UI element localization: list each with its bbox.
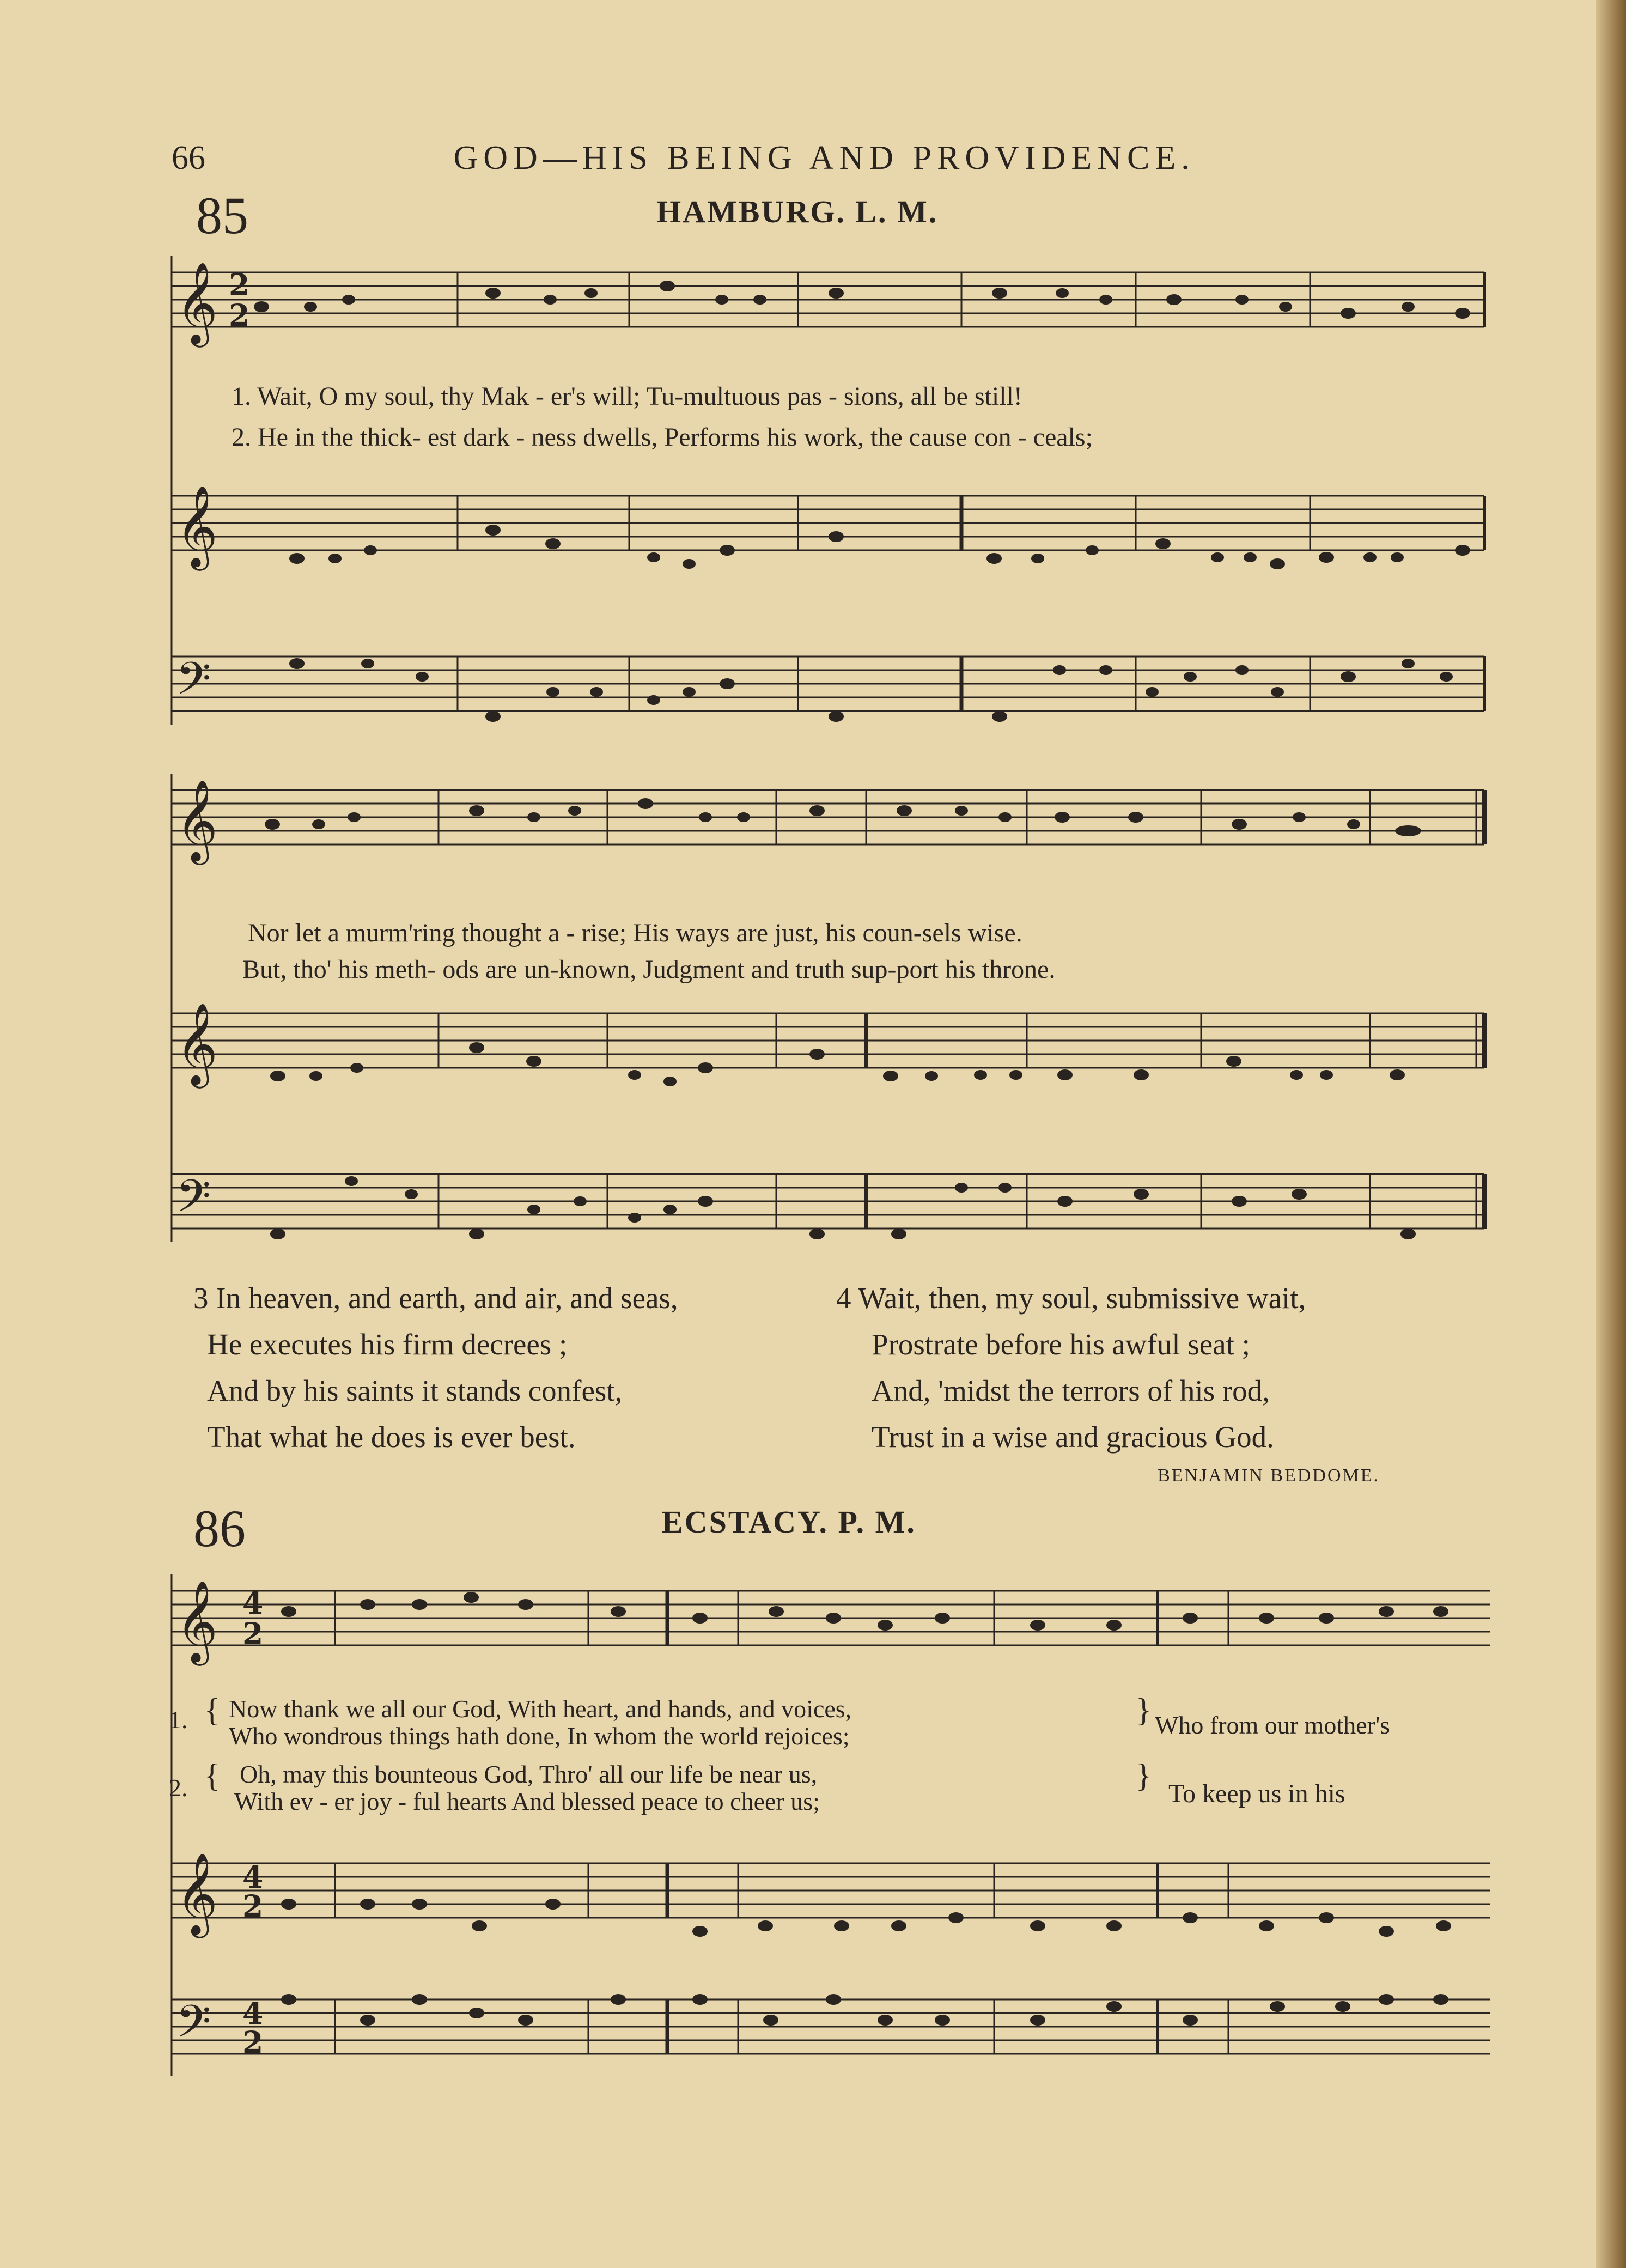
lyric-line-v1a: Now thank we all our God, With heart, and hands, and voices,	[229, 1695, 852, 1723]
lyric-line-v2b: With ev - er joy - ful hearts And blessed peace to cheer us;	[234, 1787, 820, 1815]
time-signature: 2	[242, 1616, 264, 1651]
barlines	[335, 1591, 1228, 2054]
treble-staff-1	[172, 790, 1484, 844]
lyric-continuation-1: Who from our mother's	[1155, 1711, 1390, 1739]
notes-treble-2	[289, 525, 1470, 569]
notes-bass-1	[289, 658, 1453, 722]
bass-clef-icon: 𝄢	[176, 652, 211, 716]
running-title: GOD—HIS BEING AND PROVIDENCE.	[453, 139, 1195, 177]
verse-line: 3 In heaven, and earth, and air, and seas,	[193, 1281, 678, 1315]
lyric-continuation-2: To keep us in his	[1168, 1779, 1345, 1808]
hymn-number-86: 86	[193, 1499, 246, 1558]
bass-clef-icon: 𝄢	[176, 1170, 211, 1233]
verse-line: Trust in a wise and gracious God.	[872, 1420, 1274, 1454]
time-signature: 2	[242, 2024, 264, 2060]
lyric-line-v1b: Who wondrous things hath done, In whom the world rejoices;	[229, 1722, 850, 1750]
bass-clef-icon: 𝄢	[176, 1995, 211, 2059]
lyric-line-v1: 1. Wait, O my soul, thy Mak - er's will; Tu-multuous pas - sions, all be still!	[232, 382, 1022, 411]
music-system-1	[166, 256, 1495, 725]
lyric-line-v2: But, tho' his meth- ods are un-known, Judgment and truth sup-port his throne.	[242, 955, 1056, 984]
brace-right: }	[1136, 1692, 1152, 1728]
treble-clef-icon: 𝄞	[176, 261, 218, 344]
notes-treble-1	[281, 1592, 1448, 1631]
bass-staff-1	[172, 1174, 1484, 1229]
hymn-number-85: 85	[196, 186, 248, 245]
treble-clef-icon: 𝄞	[176, 484, 218, 567]
verse-3	[193, 1275, 678, 1460]
time-signature: 2	[242, 1888, 264, 1924]
treble-clef-icon: 𝄞	[176, 1579, 218, 1662]
lyric-line-v2a: Oh, may this bounteous God, Thro' all our life be near us,	[240, 1760, 818, 1788]
treble-staff-2	[172, 1013, 1484, 1068]
bass-staff-1	[172, 1999, 1490, 2054]
time-signature: 2	[229, 267, 250, 302]
treble-staff-2	[172, 496, 1484, 550]
music-system-2	[166, 774, 1495, 1242]
brace-right: }	[1136, 1758, 1152, 1793]
lyric-line-v1: Nor let a murm'ring thought a - rise; His ways are just, his coun-sels wise.	[248, 919, 1022, 947]
brace-left: {	[204, 1692, 220, 1728]
tune-title-hamburg: HAMBURG. L. M.	[656, 194, 939, 229]
verse-line: And, 'midst the terrors of his rod,	[872, 1374, 1270, 1407]
time-signature: 2	[229, 297, 250, 333]
music-system-3	[166, 1574, 1495, 2076]
barlines	[458, 272, 1484, 711]
page-header	[172, 139, 1195, 178]
verse-label-2: 2.	[169, 1774, 188, 1802]
verse-label-1: 1.	[169, 1706, 188, 1734]
time-signature: 4	[242, 1859, 264, 1895]
barlines	[439, 790, 1484, 1229]
notes-bass-1	[270, 1176, 1416, 1239]
verse-line: 4 Wait, then, my soul, submissive wait,	[836, 1281, 1306, 1315]
treble-staff-1	[172, 272, 1484, 327]
brace-left: {	[204, 1758, 220, 1793]
treble-clef-icon: 𝄞	[176, 1852, 218, 1935]
treble-clef-icon: 𝄞	[176, 1002, 218, 1085]
author-credit: BENJAMIN BEDDOME.	[1158, 1466, 1380, 1486]
page-number: 66	[172, 139, 205, 177]
verse-line: Prostrate before his awful seat ;	[872, 1328, 1250, 1361]
time-signature: 4	[242, 1585, 264, 1621]
treble-staff-2	[172, 1863, 1490, 1918]
lyric-line-v2: 2. He in the thick- est dark - ness dwells, Performs his work, the cause con - ceals;	[232, 423, 1093, 452]
tune-title-ecstacy: ECSTACY. P. M.	[662, 1504, 916, 1540]
notes-treble-2	[270, 1042, 1405, 1086]
page-edge	[1596, 0, 1626, 2268]
verse-line: He executes his firm decrees ;	[207, 1328, 568, 1361]
treble-clef-icon: 𝄞	[176, 779, 218, 861]
verse-4	[836, 1275, 1306, 1460]
time-signature: 4	[242, 1996, 264, 2031]
verse-line: That what he does is ever best.	[207, 1420, 576, 1454]
verse-line: And by his saints it stands confest,	[207, 1374, 623, 1407]
